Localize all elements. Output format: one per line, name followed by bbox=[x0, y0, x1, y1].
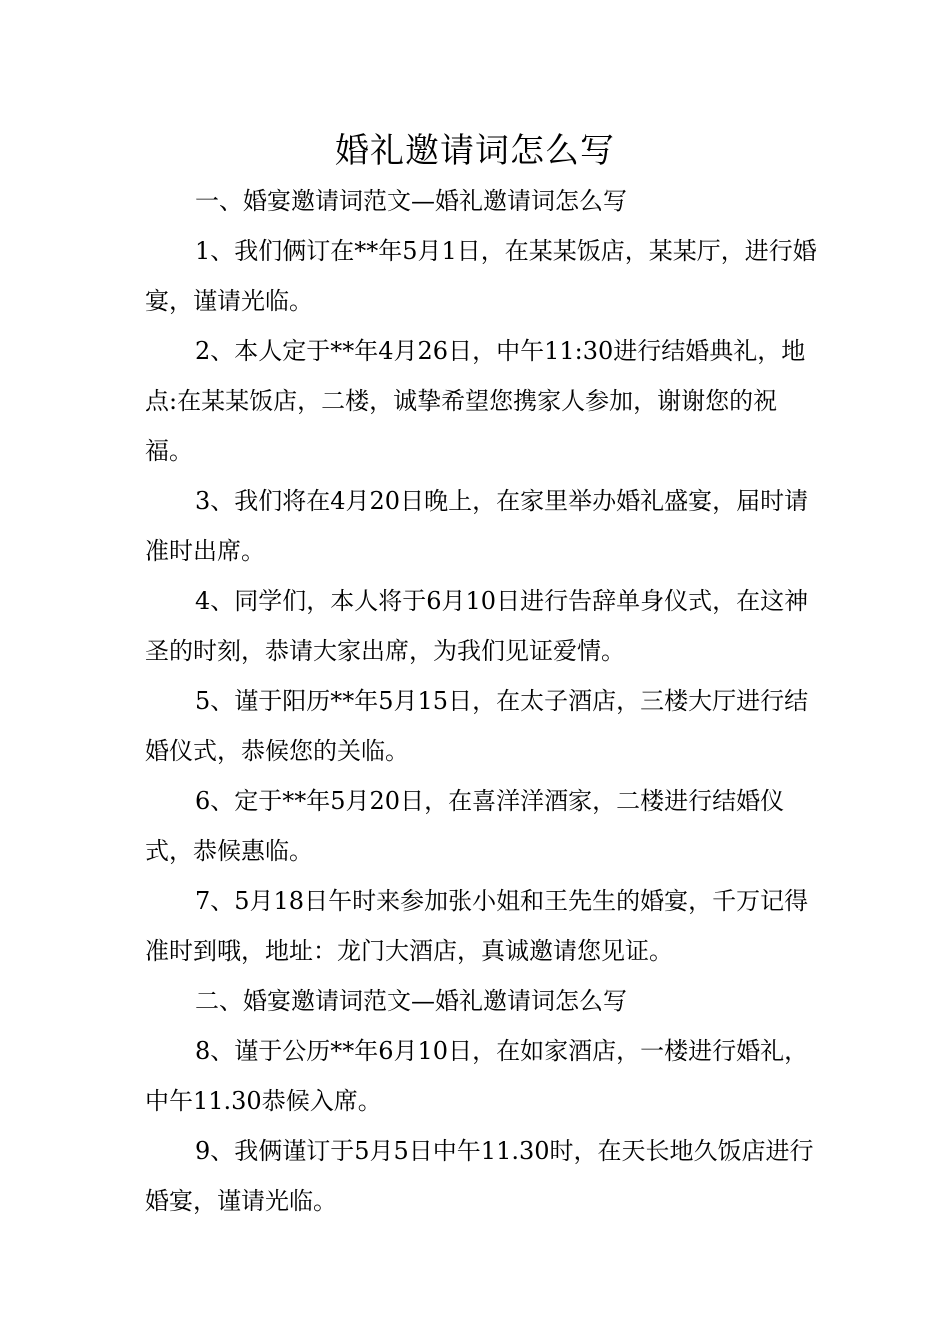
paragraph-2: 2、本人定于**年4月26日，中午11:30进行结婚典礼，地点:在某某饭店，二楼，诚挚希望您携家人参加，谢谢您的祝福。 bbox=[145, 337, 806, 465]
paragraph-6: 6、定于**年5月20日，在喜洋洋酒家，二楼进行结婚仪式，恭候惠临。 bbox=[145, 787, 785, 865]
paragraph-3: 3、我们将在4月20日晚上，在家里举办婚礼盛宴，届时请准时出席。 bbox=[145, 487, 809, 565]
paragraph-7: 7、5月18日午时来参加张小姐和王先生的婚宴，千万记得准时到哦，地址：龙门大酒店，真诚邀请您见证。 bbox=[145, 887, 809, 965]
paragraph-8: 8、谨于公历**年6月10日，在如家酒店，一楼进行婚礼，中午11.30恭候入席。 bbox=[145, 1037, 809, 1115]
section-heading-2: 二、婚宴邀请词范文—婚礼邀请词怎么写 bbox=[195, 987, 627, 1015]
document-title: 婚礼邀请词怎么写 bbox=[335, 131, 615, 171]
paragraph-4: 4、同学们，本人将于6月10日进行告辞单身仪式，在这神圣的时刻，恭请大家出席，为我们见证爱情。 bbox=[145, 587, 809, 665]
section-heading-1: 一、婚宴邀请词范文—婚礼邀请词怎么写 bbox=[195, 187, 627, 215]
paragraph-9: 9、我俩谨订于5月5日中午11.30时，在天长地久饭店进行婚宴，谨请光临。 bbox=[145, 1137, 814, 1215]
paragraph-1: 1、我们俩订在**年5月1日，在某某饭店，某某厅，进行婚宴，谨请光临。 bbox=[145, 237, 817, 315]
document-body bbox=[145, 176, 825, 1226]
paragraph-5: 5、谨于阳历**年5月15日，在太子酒店，三楼大厅进行结婚仪式，恭候您的关临。 bbox=[145, 687, 809, 765]
